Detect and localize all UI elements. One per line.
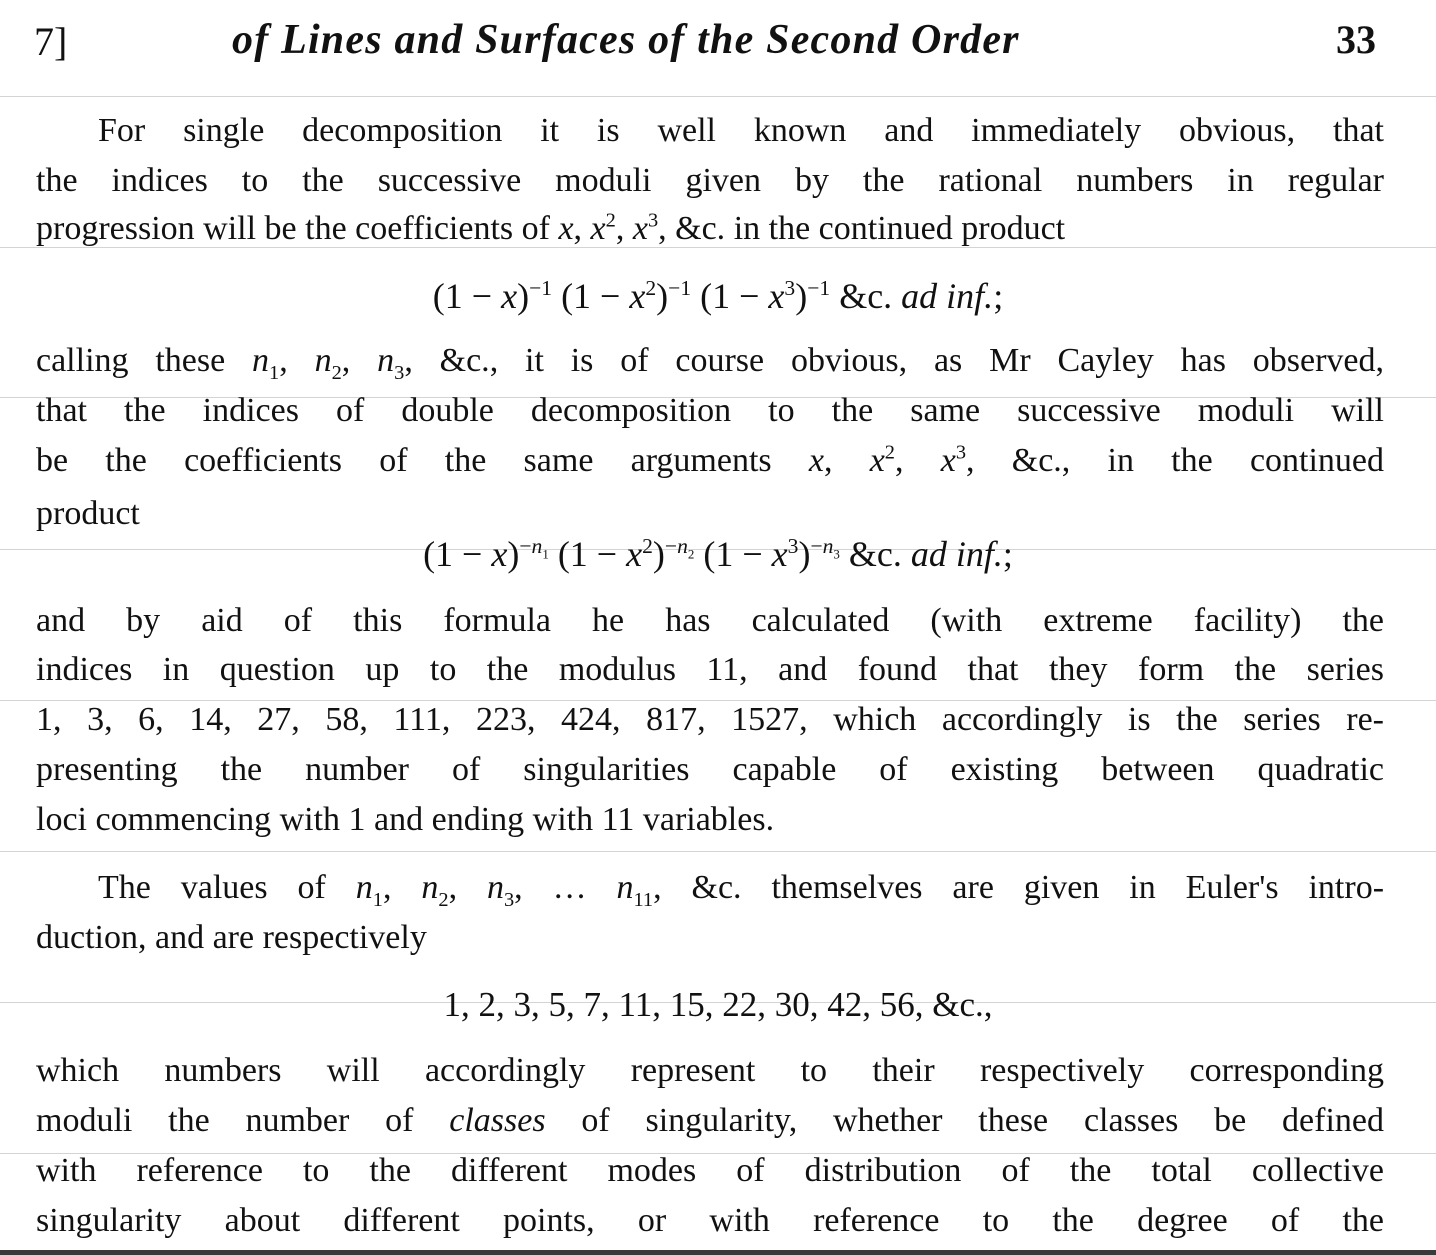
paragraph-1-line-2: the indices to the successive moduli given by the rational numbers in regular: [36, 162, 1384, 199]
partition-series: 1, 2, 3, 5, 7, 11, 15, 22, 30, 42, 56, &c.,: [443, 985, 993, 1024]
page-number: 33: [1336, 17, 1376, 62]
paragraph-5-line-4: singularity about different points, or with reference to the degree of the: [36, 1202, 1384, 1239]
paragraph-4-line-2: duction, and are respectively: [36, 919, 427, 956]
page-bottom-edge: [0, 1250, 1436, 1255]
paragraph-5-line-3: with reference to the different modes of distribution of the total collective: [36, 1152, 1384, 1189]
paragraph-2-line-1: calling these $n_1$, $n_2$, $n_3$, &c., it is of course obvious, as Mr Cayley has observed,: [36, 342, 1385, 384]
scan-line: [0, 96, 1436, 97]
running-header: [0, 10, 1436, 70]
paragraph-2-line-4: product: [36, 495, 140, 532]
paragraph-1-line-1: For single decomposition it is well known and immediately obvious, that: [98, 112, 1384, 149]
paragraph-1-line-3: progression will be the coefficients of x, $x^2$, $x^3$, &c. in the continued product: [36, 209, 1066, 247]
formula-single-decomposition: $(1 - x)^{-1}$ $(1 - x^2)^{-1}$ $(1 - x^3)^{-1}$ &c. ad inf.;: [432, 276, 1004, 316]
paragraph-3-line-4: presenting the number of singularities capable of existing between quadratic: [36, 751, 1384, 788]
paragraph-5-line-2: moduli the number of classes of singularity, whether these classes be defined: [36, 1102, 1384, 1139]
paragraph-5-line-1: which numbers will accordingly represent to their respectively corresponding: [36, 1052, 1384, 1089]
paragraph-2-line-2: that the indices of double decomposition to the same successive moduli will: [36, 392, 1384, 429]
paragraph-2-line-3: be the coefficients of the same arguments x, $x^2$, $x^3$, &c., in the continued: [36, 441, 1385, 479]
paragraph-3-line-1: and by aid of this formula he has calculated (with extreme facility) the: [36, 602, 1384, 639]
scan-line: [0, 851, 1436, 852]
paragraph-3-line-2: indices in question up to the modulus 11, and found that they form the series: [36, 651, 1384, 688]
running-title: of Lines and Surfaces of the Second Order: [232, 17, 1020, 63]
paragraph-3-line-5: loci commencing with 1 and ending with 11 variables.: [36, 801, 775, 838]
section-number: 7]: [34, 19, 68, 64]
formula-double-decomposition: $(1 - x)^{-n_1}$ $(1 - x^2)^{-n_2}$ $(1 - x^3)^{-n_3}$ &c. ad inf.;: [423, 534, 1013, 574]
paragraph-3-line-3: 1, 3, 6, 14, 27, 58, 111, 223, 424, 817, 1527, which accordingly is the series re-: [36, 701, 1384, 738]
paragraph-4-line-1: The values of $n_1$, $n_2$, $n_3$, … $n_{11}$, &c. themselves are given in Euler's intro-: [98, 869, 1385, 911]
